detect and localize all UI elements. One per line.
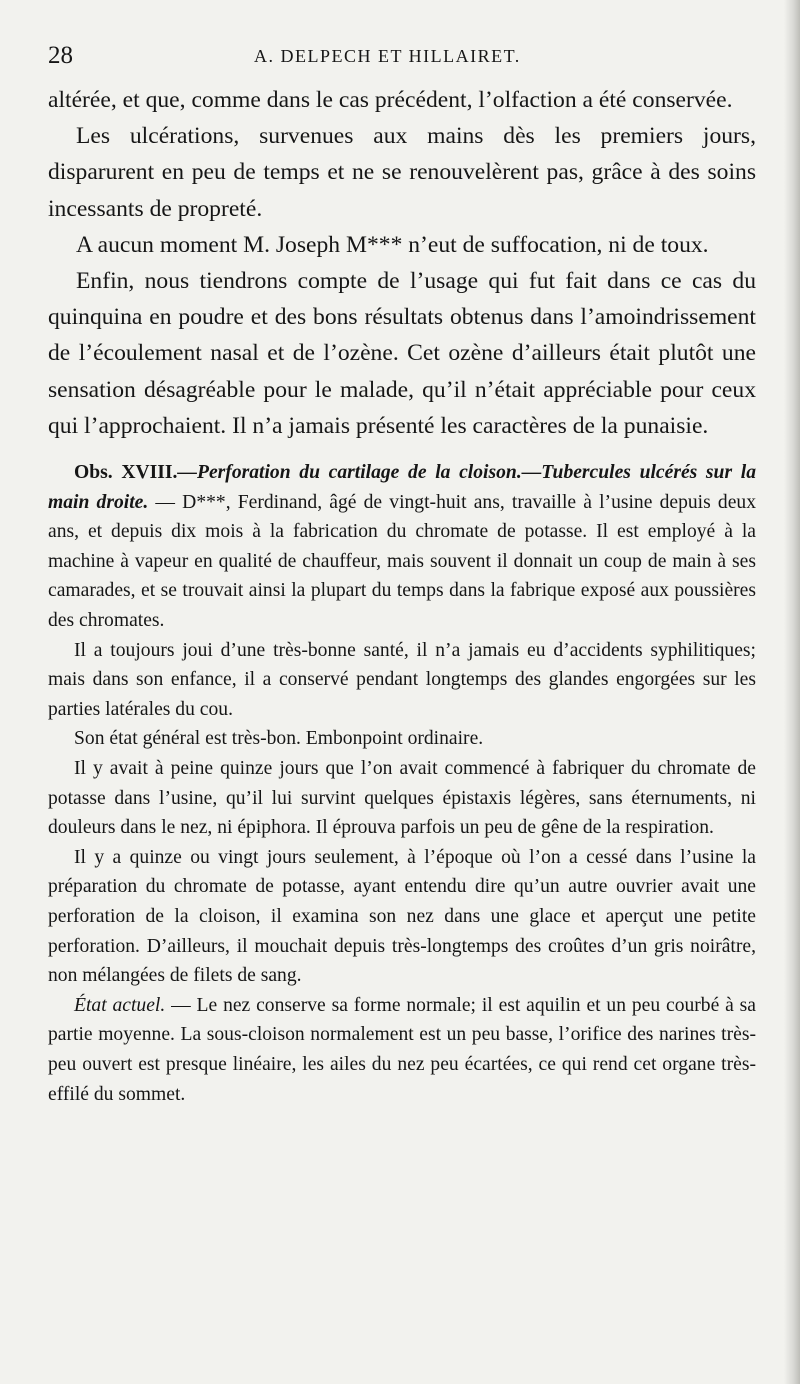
etat-actuel-paragraph xyxy=(48,991,756,1109)
page-header xyxy=(48,42,756,82)
paragraph: Son état général est très-bon. Embonpoint ordinaire. xyxy=(74,728,484,750)
paragraph: A aucun moment M. Joseph M*** n’eut de suffocation, ni de toux. xyxy=(76,231,709,258)
observation-intro-text: — D***, Ferdinand, âgé de vingt-huit ans, travaille à l’usine depuis deux ans, et depuis dix mois à la fabrication du chromate de potasse. Il est employé à la machine à vapeur en qualité de chauffeur, mais souvent il donnait un coup de main à ses camarades, et se trouvait ainsi la plupart du temps dans la fabrique exposé aux poussières des chromates. xyxy=(48,491,756,631)
paragraph: altérée, et que, comme dans le cas précédent, l’olfaction a été conservée. xyxy=(48,87,733,113)
paragraph: Enfin, nous tiendrons compte de l’usage qui fut fait dans ce cas du quinquina en poudre et des bons résultats obtenus dans l’amoindrissement de l’écoulement nasal et de l’ozène. Cet ozène d’ailleurs était plutôt une sensation désagréable pour le malade, qu’il n’était appréciable pour ceux qui l’approchaient. Il n’a jamais présenté les caractères de la punaisie. xyxy=(48,268,756,439)
paragraph: Il a toujours joui d’une très-bonne santé, il n’a jamais eu d’accidents syphilitiques; mais dans son enfance, il a conservé pendant longtemps des glandes engorgées sur les parties latérales du cou. xyxy=(48,639,756,720)
etat-actuel-text: — Le nez conserve sa forme normale; il est aquilin et un peu courbé à sa partie moyenne. La sous-cloison normalement est un peu basse, l’orifice des narines très-peu ouvert est presque linéaire, les ailes du nez peu écartées, ce qui rend cet organe très-effilé du sommet. xyxy=(48,994,757,1105)
page-edge-shadow xyxy=(784,0,800,1384)
paragraph: Il y avait à peine quinze jours que l’on avait commencé à fabriquer du chromate de potasse dans l’usine, qu’il lui survint quelques épistaxis légères, sans éternuments, ni douleurs dans le nez, ni épiphora. Il éprouva parfois un peu de gêne de la respiration. xyxy=(48,757,756,839)
running-head: A. DELPECH ET HILLAIRET. xyxy=(254,46,521,66)
paragraph: Les ulcérations, survenues aux mains dès les premiers jours, disparurent en peu de temps et ne se renouvelèrent pas, grâce à des soins incessants de propreté. xyxy=(48,123,756,222)
paragraph: Il y a quinze ou vingt jours seulement, à l’époque où l’on a cessé dans l’usine la préparation du chromate de potasse, ayant entendu dire qu’un autre ouvrier avait une perforation de la cloison, il examina son nez dans une glace et aperçut une petite perforation. D’ailleurs, il mouchait depuis très-longtemps des croûtes d’un gris noirâtre, non mélangées de filets de sang. xyxy=(48,846,756,987)
etat-actuel-label: État actuel. xyxy=(74,994,166,1016)
observation-title: —Perforation du cartilage de la cloison.—Tubercules ulcérés sur la main droite. xyxy=(48,462,756,513)
section-gap xyxy=(48,444,756,458)
observation-section xyxy=(48,458,756,1109)
observation-label: Obs. XVIII. xyxy=(74,462,178,484)
observation-intro xyxy=(48,458,756,636)
page-number: 28 xyxy=(48,42,73,69)
main-text xyxy=(48,82,756,444)
